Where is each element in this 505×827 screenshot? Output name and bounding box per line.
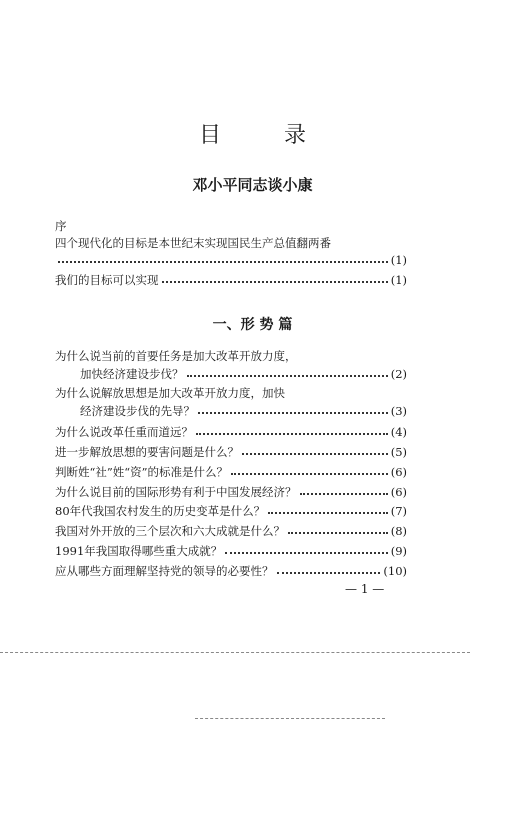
toc-entry-text: 为什么说改革任重而道远？ [55,425,193,439]
leader-dots [196,433,388,435]
toc-entry-intro-1-page [55,252,407,268]
toc-page-number: (2) [390,367,407,381]
toc-entry [55,464,407,480]
toc-entry [55,348,407,364]
toc-entry [55,543,407,559]
section-heading: 一、形 势 篇 [212,317,293,333]
toc-entry-preface [55,218,407,234]
toc-page-number: (8) [390,524,407,538]
toc-page-number: (1) [390,253,407,267]
toc-entry-text: 为什么说目前的国际形势有利于中国发展经济？ [55,485,297,499]
leader-dots [300,493,388,495]
toc-page-number: (3) [390,404,407,418]
toc-entry [55,523,407,539]
toc-page-number: (5) [390,445,407,459]
toc-entry [55,385,407,401]
toc-page-number: (4) [390,425,407,439]
scan-artifact-line [0,652,470,653]
leader-dots [198,412,388,414]
leader-dots [231,473,388,475]
leader-dots [277,572,381,574]
toc-entry-text: 进一步解放思想的要害问题是什么？ [55,445,239,459]
toc-entry-text: 为什么说当前的首要任务是加大改革开放力度， [55,349,297,363]
toc-page-number: (10) [383,564,407,578]
page-number: — 1 — [345,582,385,596]
leader-dots [225,552,387,554]
toc-entry-text: 为什么说解放思想是加大改革开放力度，加快 [55,386,285,400]
toc-entry-text: 序 [55,219,67,233]
toc-page-number: (1) [390,273,407,287]
toc-entry-text: 应从哪些方面理解坚持党的领导的必要性？ [55,564,274,578]
toc-page-number: (9) [390,544,407,558]
toc-page-number: (6) [390,485,407,499]
toc-entry [80,403,407,419]
toc-entry-text: 1991年我国取得哪些重大成就？ [55,544,223,558]
toc-entry-intro-2 [55,272,407,288]
toc-entry-text: 判断姓“社”姓“资”的标准是什么？ [55,465,229,479]
toc-entry [80,366,407,382]
toc-entry-text: 我国对外开放的三个层次和六大成就是什么？ [55,524,285,538]
leader-dots [268,512,388,514]
toc-page-number: (7) [390,504,407,518]
toc-entry-text: 经济建设步伐的先导？ [80,404,195,418]
leader-dots [288,532,388,534]
leader-dots [187,375,388,377]
toc-entry [55,484,407,500]
toc-entry [55,563,407,579]
toc-entry-text: 80年代我国农村发生的历史变革是什么？ [55,504,266,518]
toc-entry-intro-1-title [55,235,407,251]
page-title: 目 录 [199,123,334,148]
toc-entry-text: 我们的目标可以实现 [55,273,159,287]
leader-dots [58,261,388,263]
toc-entry-text: 加快经济建设步伐？ [80,367,184,381]
toc-entry [55,444,407,460]
toc-entry [55,503,407,519]
toc-page-number: (6) [390,465,407,479]
leader-dots [162,281,388,283]
book-subtitle: 邓小平同志谈小康 [192,176,313,194]
toc-entry-text: 四个现代化的目标是本世纪末实现国民生产总值翻两番 [55,236,331,250]
leader-dots [242,453,388,455]
scan-artifact-line [195,718,385,719]
toc-entry [55,424,407,440]
